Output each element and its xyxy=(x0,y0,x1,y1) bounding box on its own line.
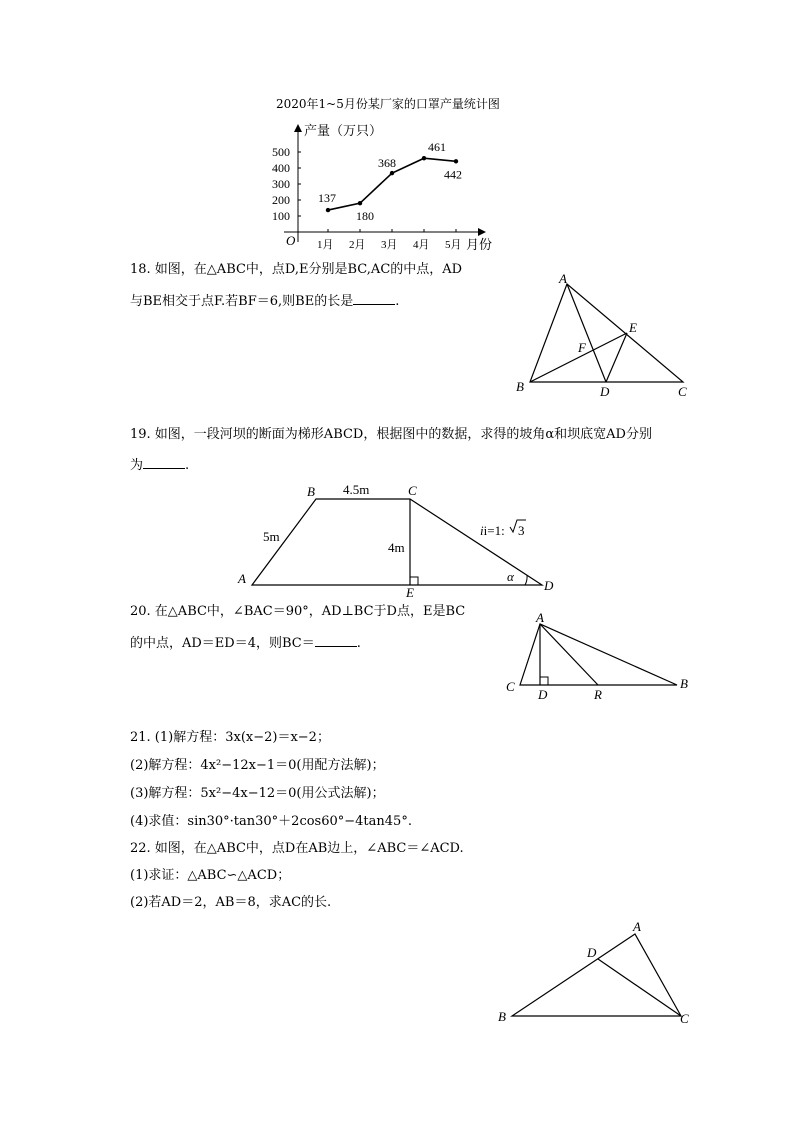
q19-label-D: D xyxy=(544,578,554,593)
q22-part2: (2)若AD＝2，AB＝8，求AC的长. xyxy=(130,895,332,910)
q20-figure xyxy=(500,610,700,705)
q19-answer-blank[interactable] xyxy=(143,454,185,469)
q21-part4: (4)求值：sin30°·tan30°＋2cos60°−4tan45°. xyxy=(130,814,412,829)
q20-label-A: A xyxy=(536,610,544,625)
x-tick-label: 2月 xyxy=(349,239,366,251)
x-tick-label: 1月 xyxy=(317,239,334,251)
data-point xyxy=(358,201,362,205)
q22-label-C: C xyxy=(680,1011,689,1026)
q21-part2: (2)解方程：4x²−12x−1＝0(用配方法解)； xyxy=(130,758,385,773)
q19-line1: 19. 如图，一段河坝的断面为梯形ABCD，根据图中的数据，求得的坡角α和坝底宽AD分别 xyxy=(130,427,652,442)
data-label: 461 xyxy=(428,140,446,155)
q20-label-D: D xyxy=(538,687,548,702)
q18-line1: 18. 如图，在△ABC中，点D,E分别是BC,AC的中点，AD xyxy=(130,262,463,277)
q22-line1: 22. 如图，在△ABC中，点D在AB边上，∠ABC＝∠ACD. xyxy=(130,841,464,856)
line-chart xyxy=(270,118,500,258)
data-point xyxy=(390,171,394,175)
q18-answer-blank[interactable] xyxy=(353,290,395,305)
q22-part1: (1)求证：△ABC∽△ACD； xyxy=(130,868,291,883)
q18-line2: 与BE相交于点F.若BF＝6,则BE的长是 . xyxy=(130,290,399,311)
y-tick-label: 200 xyxy=(272,193,290,207)
y-tick-label: 500 xyxy=(272,145,290,159)
q18-label-D: D xyxy=(600,384,610,399)
data-point xyxy=(326,208,330,212)
q18-figure xyxy=(510,268,700,400)
data-point xyxy=(422,156,426,160)
q18-label-B: B xyxy=(516,379,524,394)
y-tick-label: 100 xyxy=(272,209,290,223)
q21-part1: 21. (1)解方程：3x(x−2)＝x−2； xyxy=(130,730,330,745)
q19-label-root: 3 xyxy=(518,523,525,538)
data-point xyxy=(454,159,458,163)
q20-answer-blank[interactable] xyxy=(315,632,357,647)
q20-label-C: C xyxy=(506,679,515,694)
q19-label-C: C xyxy=(408,483,417,498)
q22-figure xyxy=(490,915,700,1030)
q18-label-E: E xyxy=(629,320,637,335)
q19-label-left: 5m xyxy=(263,529,280,544)
y-tick-label: 300 xyxy=(272,177,290,191)
q19-label-top: 4.5m xyxy=(343,482,370,497)
q20-label-B: B xyxy=(680,676,688,691)
origin-label: O xyxy=(286,233,296,248)
q21-part3: (3)解方程：5x²−4x−12＝0(用公式法解)； xyxy=(130,786,385,801)
x-tick-label: 4月 xyxy=(413,239,430,251)
q18-label-F: F xyxy=(578,340,586,355)
q22-label-A: A xyxy=(633,919,641,934)
q22-label-B: B xyxy=(498,1009,506,1024)
x-axis-label: 月份 xyxy=(466,237,493,252)
q22-label-D: D xyxy=(587,945,597,960)
q19-figure xyxy=(232,480,562,598)
q19-label-slope: ii=1: xyxy=(480,523,505,538)
y-tick-label: 400 xyxy=(272,161,290,175)
q19-label-E: E xyxy=(406,585,414,598)
q19-label-A: A xyxy=(238,571,246,586)
y-axis-label: 产量（万只） xyxy=(304,123,383,138)
x-tick-label: 3月 xyxy=(381,239,398,251)
data-label: 368 xyxy=(378,156,396,171)
q18-label-A: A xyxy=(559,271,567,286)
q19-label-B: B xyxy=(307,484,315,499)
q20-line1: 20. 在△ABC中，∠BAC＝90°，AD⊥BC于D点，E是BC xyxy=(130,604,466,619)
data-label: 180 xyxy=(356,209,374,224)
data-label: 442 xyxy=(444,167,462,182)
q19-label-height: 4m xyxy=(388,540,405,555)
x-tick-label: 5月 xyxy=(445,239,462,251)
chart-title: 2020年1~5月份某厂家的口罩产量统计图 xyxy=(276,97,500,111)
q20-line2: 的中点，AD＝ED＝4，则BC＝ . xyxy=(130,632,361,653)
q19-label-angle: α xyxy=(507,569,514,584)
q20-label-R: R xyxy=(594,687,602,702)
data-label: 137 xyxy=(318,191,336,206)
q18-label-C: C xyxy=(678,384,687,399)
q19-line2: 为 . xyxy=(130,454,189,475)
